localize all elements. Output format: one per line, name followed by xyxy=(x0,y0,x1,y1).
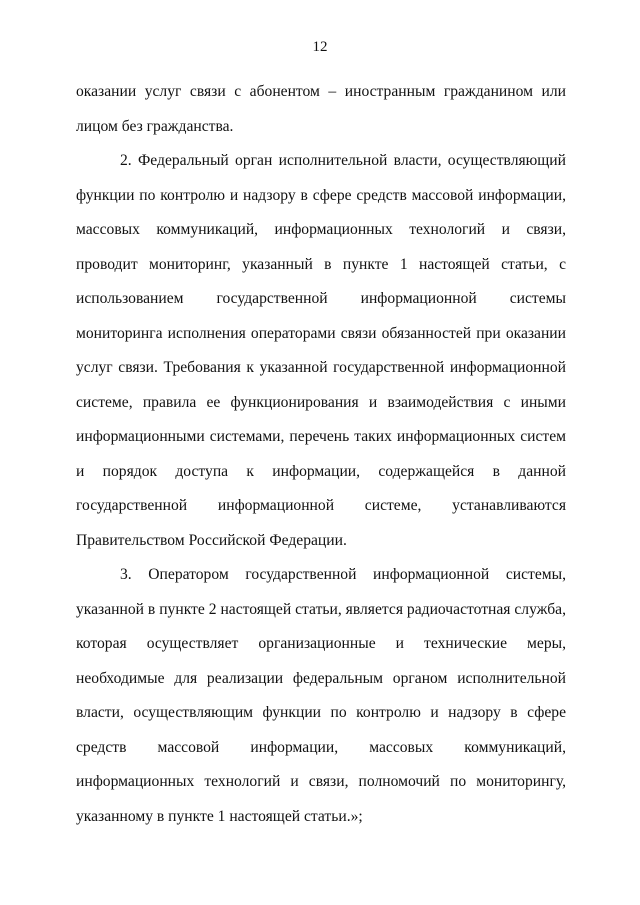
paragraph-continuation: оказании услуг связи с абонентом – иностранным гражданином или лицом без гражданства. xyxy=(76,83,566,135)
paragraph-item-2: 2. Федеральный орган исполнительной власти, осуществляющий функции по контролю и надзору в сфере средств массовой информации, массовых коммуникаций, информационных технологий и связи, проводит мониторинг, указанный в пункте 1 настоящей статьи, с использованием государственной информационной системы мониторинга исполнения операторами связи обязанностей при оказании услуг связи. Требования к указанной государственной информационной системе, правила ее функционирования и взаимодействия с иными информационными системами, перечень таких информационных систем и порядок доступа к информации, содержащейся в данной государственной информационной системе, устанавливаются Правительством Российской Федерации. xyxy=(76,152,566,549)
document-body xyxy=(76,75,566,834)
page-number: 12 xyxy=(312,39,328,55)
paragraph-item-3: 3. Оператором государственной информационной системы, указанной в пункте 2 настоящей статьи, является радиочастотная служба, которая осуществляет организационные и технические меры, необходимые для реализации федеральным органом исполнительной власти, осуществляющим функции по контролю и надзору в сфере средств массовой информации, массовых коммуникаций, информационных технологий и связи, полномочий по мониторингу, указанному в пункте 1 настоящей статьи.»; xyxy=(76,566,566,825)
